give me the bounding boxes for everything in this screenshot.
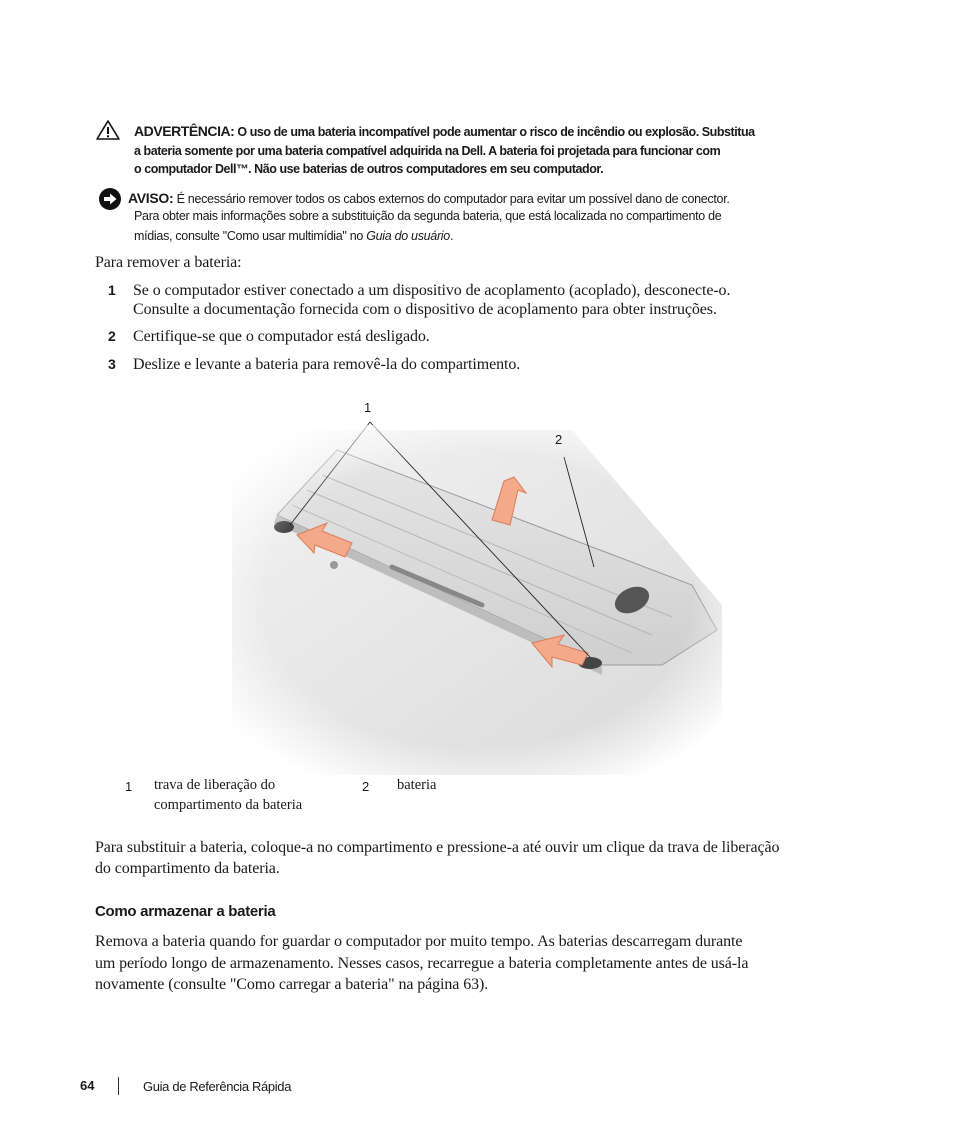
legend-1-number: 1 (125, 779, 132, 794)
warning-icon (96, 120, 120, 140)
user-guide-reference: Guia do usuário (366, 229, 450, 243)
section-title: Como armazenar a bateria (95, 903, 276, 920)
notice-line-3 (134, 229, 453, 243)
replace-text-2: do compartimento da bateria. (95, 860, 280, 877)
warning-text-2: a bateria somente por uma bateria compatível adquirida na Dell. A bateria foi projetada para funcionar com (134, 144, 721, 158)
legend-2-number: 2 (362, 779, 369, 794)
intro-text: Para remover a bateria: (95, 254, 242, 271)
legend-2-text: bateria (397, 777, 437, 793)
legend-1-text-2: compartimento da bateria (154, 797, 303, 813)
battery-removal-illustration (222, 395, 732, 775)
figure-callout-2: 2 (555, 432, 562, 447)
footer-title: Guia de Referência Rápida (143, 1079, 292, 1094)
step-2-text: Certifique-se que o computador está desligado. (133, 328, 430, 345)
replace-text-1: Para substituir a bateria, coloque-a no compartimento e pressione-a até ouvir um clique da trava de liberação (95, 839, 780, 856)
warning-label: ADVERTÊNCIA: (134, 123, 235, 139)
notice-icon (98, 187, 122, 211)
storage-text-2: um período longo de armazenamento. Nesses casos, recarregue a bateria completamente antes de usá-la (95, 955, 749, 972)
warning-text-3: o computador Dell™. Não use baterias de outros computadores em seu computador. (134, 162, 604, 176)
notice-text-1: É necessário remover todos os cabos externos do computador para evitar um possível dano de conector. (176, 192, 730, 206)
step-2-number: 2 (108, 328, 116, 344)
figure-callout-1: 1 (364, 400, 371, 415)
storage-text-1: Remova a bateria quando for guardar o computador por muito tempo. As baterias descarregam durante (95, 933, 743, 950)
notice-text-3: mídias, consulte "Como usar multimídia" no (134, 229, 367, 243)
page-number: 64 (80, 1078, 95, 1093)
storage-text-3: novamente (consulte "Como carregar a bateria" na página 63). (95, 976, 489, 993)
legend-1-text-1: trava de liberação do (154, 777, 276, 793)
footer-divider (118, 1077, 119, 1095)
step-1-text-2: Consulte a documentação fornecida com o dispositivo de acoplamento para obter instruções. (133, 301, 717, 318)
warning-text-1: O uso de uma bateria incompatível pode aumentar o risco de incêndio ou explosão. Substitua (237, 125, 755, 139)
notice-text-3-end: . (449, 229, 454, 243)
step-1-number: 1 (108, 282, 116, 298)
notice-line-1 (128, 190, 730, 206)
step-3-text: Deslize e levante a bateria para removê-la do compartimento. (133, 356, 521, 373)
step-1-text-1: Se o computador estiver conectado a um dispositivo de acoplamento (acoplado), desconecte-o. (133, 282, 731, 299)
warning-line-1 (134, 123, 755, 139)
notice-text-2: Para obter mais informações sobre a substituição da segunda bateria, que está localizada no compartimento de (134, 209, 722, 223)
step-3-number: 3 (108, 356, 116, 372)
notice-label: AVISO: (128, 190, 174, 206)
